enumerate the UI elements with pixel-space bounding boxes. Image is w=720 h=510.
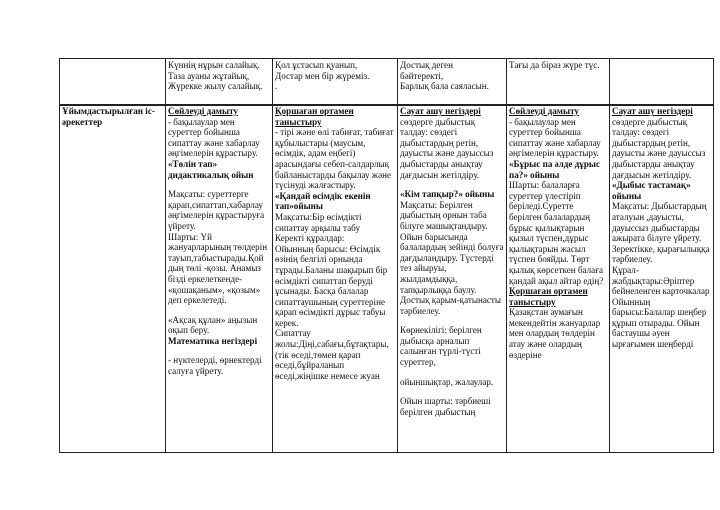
wednesday-heading-literacy: Сауат ашу негіздері: [400, 106, 481, 116]
top-cell-tuesday: Қол ұстасып қуанып, Достар мен бір жүреміз. .: [273, 59, 398, 106]
monday-text-rules: Шарты: Үй жануарларының төлдерін тауып,табыстырады.Қой дың төлі -қозы. Анамыз бізді еркелеткенде- «қошақаным», «қозым» деп еркелетеді.: [168, 231, 268, 306]
wednesday-text-1: сөздерге дыбыстық талдау: сөздегі дыбыстардың ретін, дауысты және дауыссыз дыбыстарды анықтау дағдысын жетілдіру.: [400, 116, 494, 180]
thursday-heading-speech: Сөйлеуді дамыту: [509, 106, 579, 116]
thursday-text-1: - бақылаулар мен суреттер бойынша сипаттау және хабарлау әңгімелерін құрастыру.: [509, 116, 601, 159]
tuesday-text-goal: Мақсаты:Бір өсімдікті сипаттау арқылы табу: [275, 211, 362, 233]
top-phrases-row: [60, 59, 714, 106]
top-phrases-table: [59, 58, 714, 106]
wednesday-text-visuals: Көрнекілігі: берілген дыбысқа арналып салынған түрлі-түсті суреттер,: [400, 325, 482, 368]
tuesday-game-title: «Қандай өсімдік екенін тап»ойыны: [275, 190, 371, 212]
thursday-text-rules: Шарты: балаларға суреттер үлестіріп беріледі.Суретте берілген балалардың бұрыс қылықтарын қызыл түспен,дұрыс қылықтарын жасыл түспен бояйды. Төрт қылық көрсеткен балаға қандай ақыл айтар едің?: [509, 180, 604, 286]
wednesday-game-title: «Кім тапқыр?» ойыны: [400, 189, 495, 200]
monday-activities-cell: [166, 105, 273, 453]
friday-activities-cell: [610, 105, 714, 453]
thursday-game-title: «Бұрыс па әлде дұрыс па?» ойыны: [509, 158, 601, 180]
top-cell-friday: [610, 59, 714, 106]
wednesday-text-goal: Мақсаты: Берілген дыбыстың орнын таба білуге машықтандыру. Ойын барысында балалардың зейінді болуға дағдыландыру. Түстерді тез айыруы, жылдамдыққа, тапқырлыққа баулу. Достық қарым-қатынасты тәрбиелеу.: [400, 199, 504, 316]
wednesday-text-toys: ойыншықтар, жалаулар.: [400, 376, 494, 387]
tuesday-text-process: Ойынның барысы: Өсімдік өзінің белгілі орнында тұрады.Баланы шақырып бір өсімдікті сипаттап беруді ұсынады. Басқа балалар сипаттаушының суреттеріне қарап өсімдікті дұрыс табуы керек.: [275, 243, 388, 328]
wednesday-text-rules: Ойын шарты: тәрбиеші берілген дыбыстың: [400, 396, 491, 417]
wednesday-activities-cell: [398, 105, 507, 453]
tuesday-heading-environment: Қоршаған ортамен таныстыру: [275, 106, 354, 127]
top-cell-empty: [60, 59, 166, 106]
tuesday-text-tools: Керекті құралдар:: [275, 233, 345, 244]
monday-heading-math: Математика негіздері: [168, 335, 258, 346]
tuesday-activities-cell: [273, 105, 398, 453]
tuesday-text-1: - тірі және өлі табиғат, табиғат құбылыстары (маусым, өсімдік, адам еңбегі) арасындағы себеп-салдарлық байланыстарды бақылау және түсінуді жалғастыру.: [275, 127, 394, 191]
friday-text-1: сөздерге дыбыстық талдау: сөздегі дыбыстардың ретін, дауысты және дауыссыз дыбыстарды анықтау дағдысын жетілдіру.: [612, 116, 706, 180]
friday-text-process: Ойынның барысы:Балалар шеңбер құрып отырады. Ойын бастаушы әуен ырғағымен шеңберді: [612, 296, 707, 350]
row-header-label: Ұйымдастырылған іс-әрекеттер: [62, 106, 155, 127]
monday-text-goal: Мақсаты: суреттерге қарап,сипаттап,хабарлау әңгімелерін құрастыруға үйрету.: [168, 189, 265, 231]
thursday-text-animals: Қазақстан аумағын мекендейтін жануарлар мен олардың төлдерін атау және олардың өздеріне: [509, 307, 601, 360]
row-header-cell: [60, 105, 166, 453]
friday-heading-literacy: Сауат ашу негіздері: [612, 106, 693, 116]
top-cell-monday: Күннің нұрын салайық. Таза ауаны жұтайық, Жүрекке жылу салайық.: [166, 59, 273, 106]
monday-game-title: «Төлін тап» дидактикалық ойын: [168, 158, 254, 180]
tuesday-text-method: Сипаттау жолы:Діңі,сабағы,бұтақтары,(тік өседі,төмен қарап өседі,бұйраланып өседі,жіңішке немесе жуан: [275, 328, 389, 381]
monday-text-legend: «Ақсақ құлан» аңызын оқып беру.: [168, 314, 258, 336]
monday-heading-speech: Сөйлеуді дамыту: [168, 106, 238, 116]
top-cell-thursday: Тағы да біраз жүре түс.: [507, 59, 610, 106]
thursday-activities-cell: [507, 105, 610, 453]
top-cell-wednesday: Достық деген бәйтеректі, Барлық бала саяласын.: [398, 59, 507, 106]
thursday-heading-environment: Қоршаған ортамен таныстыру: [509, 286, 588, 307]
activities-table: [59, 104, 714, 453]
friday-text-tools: Құрал-жабдықтары:Әріптер бейнеленген карточкалар: [612, 264, 710, 297]
monday-text-1: - бақылаулар мен суреттер бойынша сипаттау және хабарлау әңгімелерін құрастыру.: [168, 116, 260, 159]
activities-row: [60, 105, 714, 453]
friday-text-goal: Мақсаты: Дыбыстардың аталуын ,дауысты, дауыссыз дыбыстарды ажырата білуге үйрету. Зеректікке, қырағылыққа тәрбиелеу.: [612, 201, 710, 265]
monday-text-math: - нүктелерді, өрнектерді салуға үйрету.: [168, 355, 262, 377]
friday-game-title: «Дыбыс тастамақ» ойыны: [612, 180, 691, 201]
